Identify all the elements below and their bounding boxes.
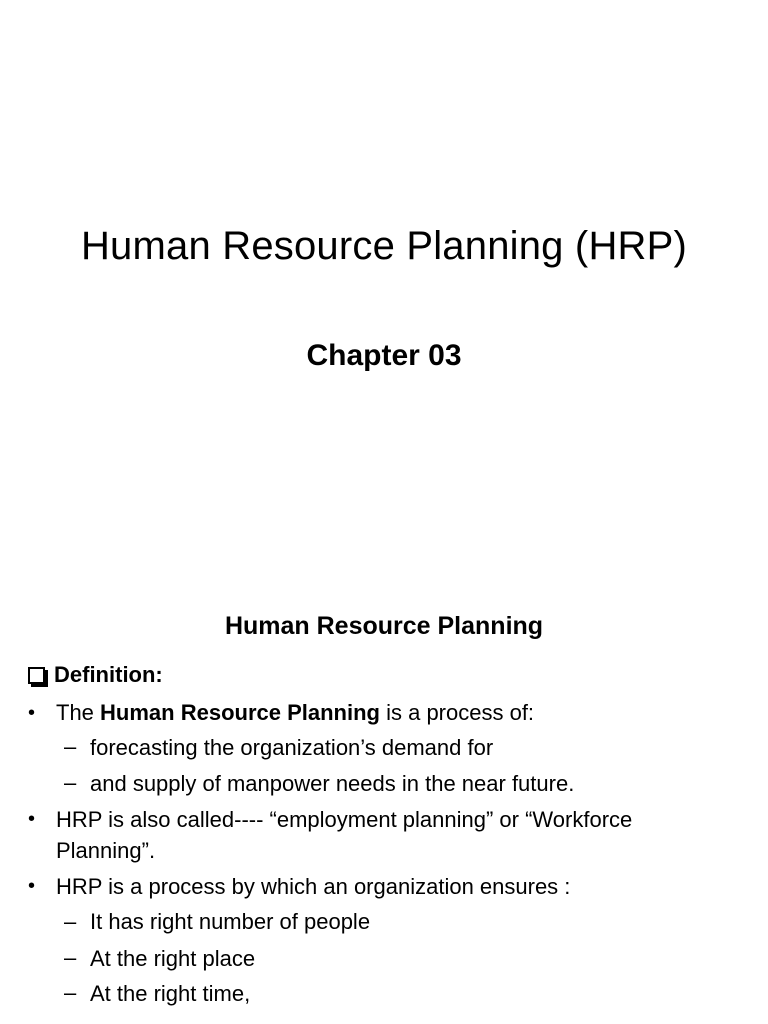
bullet-item-also-called: HRP is also called---- “employment planning” or “Workforce [56,807,633,832]
dash-icon: – [64,945,77,970]
dash-icon: – [64,770,77,795]
definition-heading [28,658,163,692]
chapter-subtitle: Chapter 03 [306,339,462,372]
bullet-icon: • [28,702,36,724]
slide-title: Human Resource Planning (HRP) [80,224,688,268]
bullet-icon: • [28,875,36,897]
dash-icon: – [64,909,77,934]
bullet-suffix: is a process of: [379,700,535,725]
sub-item: forecasting the organization’s demand for [90,735,494,760]
sub-item: It has right number of people [90,909,371,934]
dash-icon: – [64,734,77,759]
slide-heading: Human Resource Planning [224,612,544,640]
bullet-item-hrp-process [56,697,534,728]
bullet-icon: • [28,808,36,830]
definition-slide [0,576,768,1024]
sub-item: and supply of manpower needs in the near future. [90,771,575,796]
bullet-item-also-called-cont: Planning”. [56,838,156,863]
sub-item: At the right time, [90,981,251,1006]
sub-item: At the right place [90,946,256,971]
bullet-item-process: HRP is a process by which an organization ensures : [56,874,571,899]
dash-icon: – [64,980,77,1005]
definition-label: Definition: [54,662,163,687]
checkbox-bullet-icon [28,667,45,684]
bold-term: Human Resource Planning [100,700,380,725]
bullet-prefix: The [56,700,101,725]
